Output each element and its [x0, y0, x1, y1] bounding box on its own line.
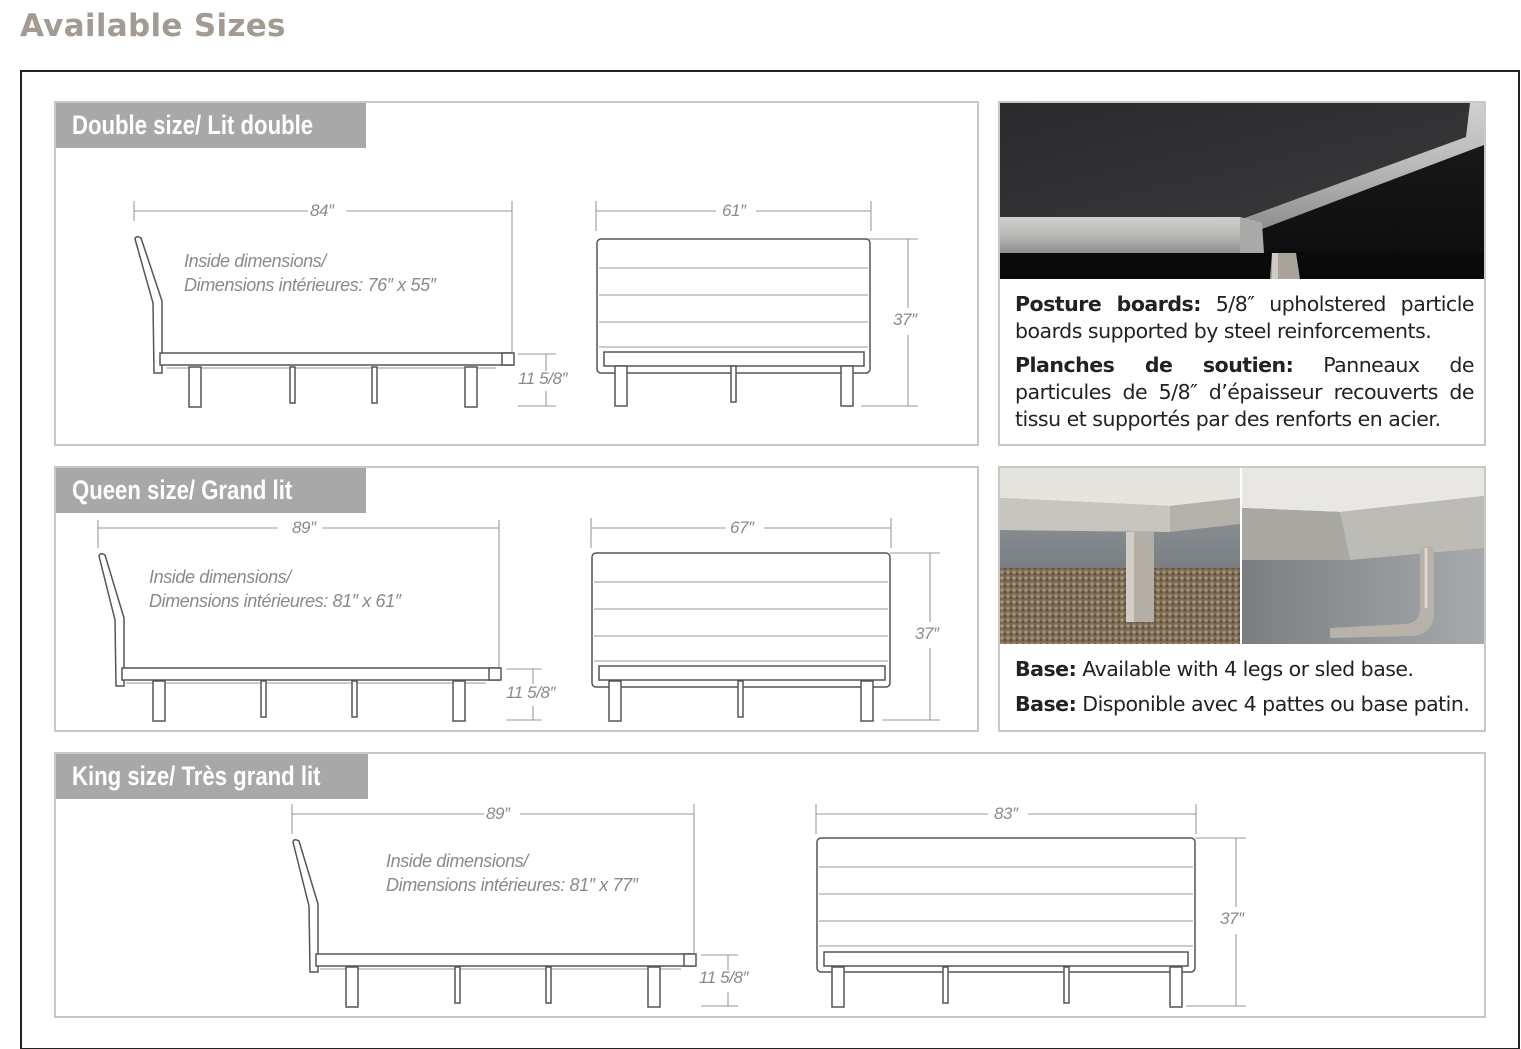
posture-boards-photo	[1000, 103, 1484, 279]
posture-fr-label: Planches de soutien:	[1015, 353, 1294, 377]
base-en-label: Base:	[1015, 657, 1077, 681]
width-dimension: 61″	[722, 201, 746, 220]
side-length-dimension: 84″	[310, 201, 334, 220]
base-photo	[1000, 468, 1484, 644]
headboard-height-dimension: 37″	[1220, 909, 1244, 928]
posture-fr-text: Panneaux de particules de 5/8″ d’épaisseur recouverts de tissu et supportés par des renforts en acier.	[1015, 353, 1474, 431]
inside-dimensions-line1: Inside dimensions/	[149, 567, 291, 587]
base-fr-text: Disponible avec 4 pattes ou base patin.	[1076, 692, 1470, 716]
headboard-height-dimension: 37″	[893, 310, 917, 329]
inside-dimensions-label	[149, 565, 401, 613]
end-view-drawing	[56, 754, 1488, 1020]
base-fr-label: Base:	[1015, 692, 1077, 716]
base-panel	[998, 466, 1486, 732]
headboard-height-dimension: 37″	[915, 624, 939, 643]
panel-label-text: Double size/ Lit double	[72, 110, 314, 140]
width-dimension: 83″	[994, 804, 1018, 823]
posture-boards-text	[1015, 291, 1474, 433]
base-en	[1015, 656, 1474, 683]
panel-label-text: King size/ Très grand lit	[72, 761, 321, 791]
width-dimension: 67″	[730, 518, 754, 537]
queen-size-panel	[54, 466, 979, 732]
base-text	[1015, 656, 1474, 718]
inside-dimensions-line2: Dimensions intérieures: 76″ x 55″	[184, 275, 436, 295]
rail-height-dimension: 11 5/8″	[699, 968, 749, 987]
king-size-panel	[54, 752, 1486, 1018]
inside-dimensions-line2: Dimensions intérieures: 81″ x 61″	[149, 591, 401, 611]
posture-boards-panel	[998, 101, 1486, 446]
inside-dimensions-line1: Inside dimensions/	[184, 251, 326, 271]
inside-dimensions-line1: Inside dimensions/	[386, 851, 528, 871]
posture-en-label: Posture boards:	[1015, 292, 1201, 316]
inside-dimensions-line2: Dimensions intérieures: 81″ x 77″	[386, 875, 638, 895]
base-en-text: Available with 4 legs or sled base.	[1076, 657, 1414, 681]
posture-en	[1015, 291, 1474, 345]
rail-height-dimension: 11 5/8″	[518, 369, 568, 388]
rail-height-dimension: 11 5/8″	[506, 683, 556, 702]
panel-label-text: Queen size/ Grand lit	[72, 475, 293, 505]
inside-dimensions-label	[386, 849, 638, 897]
side-length-dimension: 89″	[486, 804, 510, 823]
inside-dimensions-label	[184, 249, 436, 297]
side-length-dimension: 89″	[292, 518, 316, 537]
double-size-panel	[54, 101, 979, 446]
page-title: Available Sizes	[20, 8, 286, 44]
posture-en-text: 5/8″ upholstered particle boards supported by steel reinforcements.	[1015, 292, 1474, 343]
base-fr	[1015, 691, 1474, 718]
posture-fr	[1015, 352, 1474, 433]
